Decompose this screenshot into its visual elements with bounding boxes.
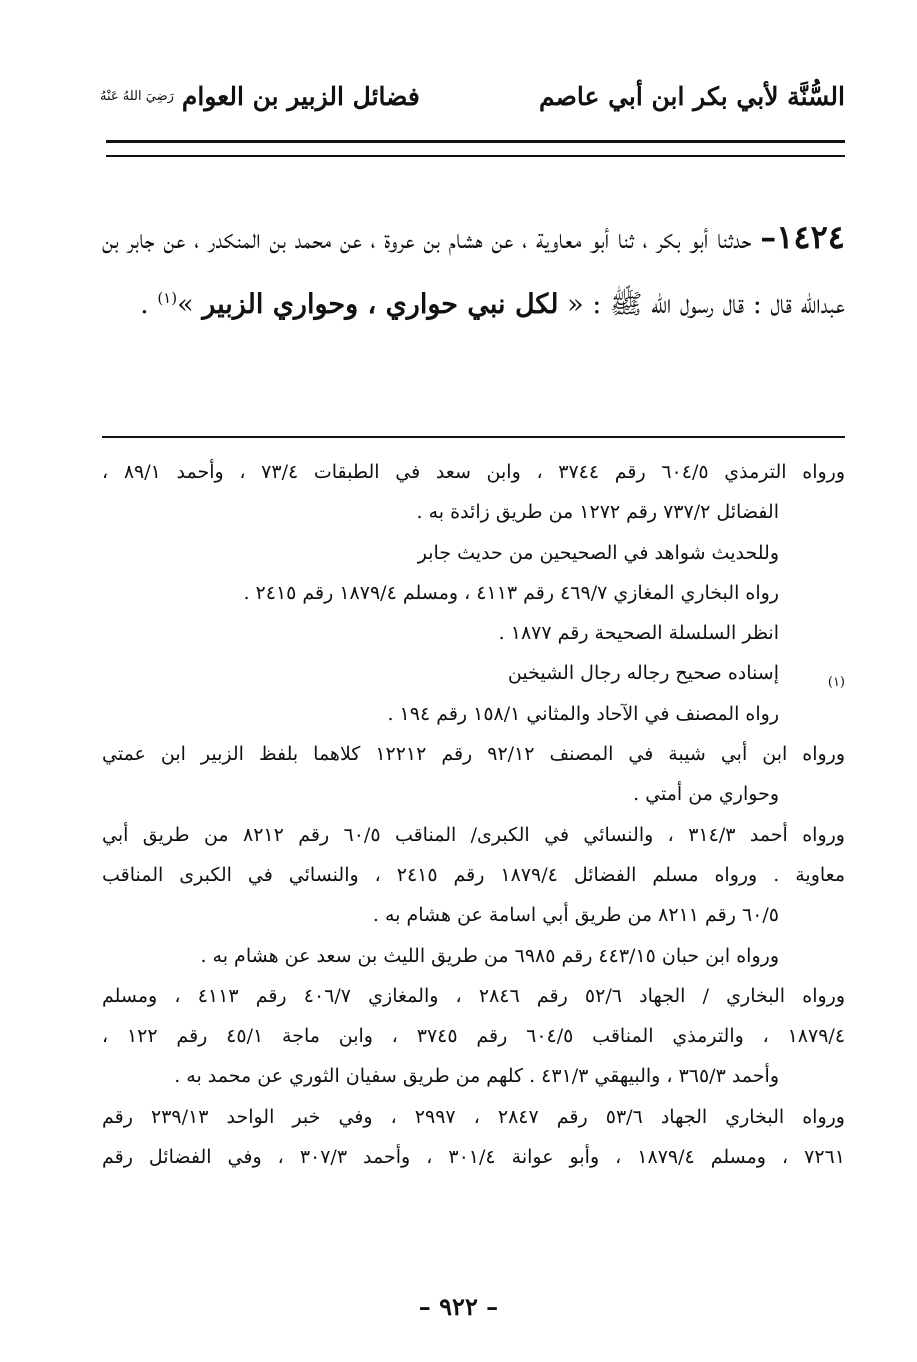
honorific-text: رَضِيَ اللهُ عَنْهُ [100, 88, 174, 104]
footnote-line: إسناده صحيح رجاله رجال الشيخين [507, 662, 779, 685]
hadith-chain: حدثنا أبو بكر ، ثنا أبو معاوية ، عن هشام بن عروة ، عن محمد بن المنكدر ، عن جابر بن عبدالله قال : قال رسول الله ﷺ : « [102, 224, 845, 320]
footnote-line: ٦٠/٥ رقم ٨٢١١ من طريق أبي اسامة عن هشام به . [372, 904, 779, 927]
page-number: – ٩٢٢ – [418, 1292, 499, 1321]
footnote-line: ورواه أحمد ٣١٤/٣ ، والنسائي في الكبرى/ المناقب ٦٠/٥ رقم ٨٢١٢ من طريق أبي [102, 823, 845, 846]
chapter-title: فضائل الزبير بن العوام [181, 81, 420, 111]
hadith-closing-quote: » [177, 289, 194, 320]
footnote-line: رواه المصنف في الآحاد والمثاني ١٥٨/١ رقم ١٩٤ . [387, 702, 779, 725]
footnote-line: رواه البخاري المغازي ٤٦٩/٧ رقم ٤١١٣ ، ومسلم ١٨٧٩/٤ رقم ٢٤١٥ . [243, 581, 779, 604]
chapter-heading [100, 82, 420, 111]
footnote-line: ٧٢٦١ ، ومسلم ١٨٧٩/٤ ، وأبو عوانة ٣٠١/٤ ، وأحمد ٣٠٧/٣ ، وفي الفضائل رقم [102, 1146, 845, 1169]
page-header [100, 72, 845, 120]
footnote-separator [102, 436, 845, 438]
hadith-text [102, 208, 845, 334]
footnote-line: ورواه البخاري الجهاد ٥٣/٦ رقم ٢٨٤٧ ، ٢٩٩٧ ، وفي خبر الواحد ٢٣٩/١٣ رقم [102, 1105, 845, 1128]
footnote-line: ورواه البخاري / الجهاد ٥٢/٦ رقم ٢٨٤٦ ، والمغازي ٤٠٦/٧ رقم ٤١١٣ ، ومسلم [102, 984, 845, 1007]
header-rule-thick [106, 140, 845, 143]
footnotes [102, 452, 845, 1177]
hadith-matn: لكل نبي حواري ، وحواري الزبير [202, 289, 559, 320]
footnote-line: وحواري من أمتي . [633, 783, 779, 806]
header-rule-thin [106, 155, 845, 157]
footnote-line: وللحديث شواهد في الصحيحين من حديث جابر [417, 541, 779, 564]
hadith-end: . [140, 289, 158, 320]
footnote-line: ورواه الترمذي ٦٠٤/٥ رقم ٣٧٤٤ ، وابن سعد في الطبقات ٧٣/٤ ، وأحمد ٨٩/١ ، [102, 461, 845, 483]
hadith-number: ١٤٢٤ [776, 218, 845, 256]
footnote-line: معاوية . ورواه مسلم الفضائل ١٨٧٩/٤ رقم ٢٤١٥ ، والنسائي في الكبرى المناقب [102, 863, 845, 886]
footnote-marker: (١) [827, 675, 845, 690]
hadith-dash: – [760, 218, 777, 256]
footnote-line: الفضائل ٧٣٧/٢ رقم ١٢٧٢ من طريق زائدة به . [416, 501, 779, 524]
footnote-reference: (١) [157, 289, 178, 307]
book-title: السُّنَّة لأبي بكر ابن أبي عاصم [538, 81, 845, 111]
footnote-line: انظر السلسلة الصحيحة رقم ١٨٧٧ . [498, 622, 779, 645]
footnote-line: ورواه ابن حبان ٤٤٣/١٥ رقم ٦٩٨٥ من طريق الليث بن سعد عن هشام به . [200, 944, 779, 967]
footnote-line: ١٨٧٩/٤ ، والترمذي المناقب ٦٠٤/٥ رقم ٣٧٤٥ ، وابن ماجة ٤٥/١ رقم ١٢٢ ، [102, 1025, 845, 1048]
footnote-line: وأحمد ٣٦٥/٣ ، والبيهقي ٤٣١/٣ . كلهم من طريق سفيان الثوري عن محمد به . [174, 1065, 779, 1088]
footnote-line: ورواه ابن أبي شيبة في المصنف ٩٢/١٢ رقم ١٢٢١٢ كلاهما بلفظ الزبير ابن عمتي [102, 743, 845, 766]
